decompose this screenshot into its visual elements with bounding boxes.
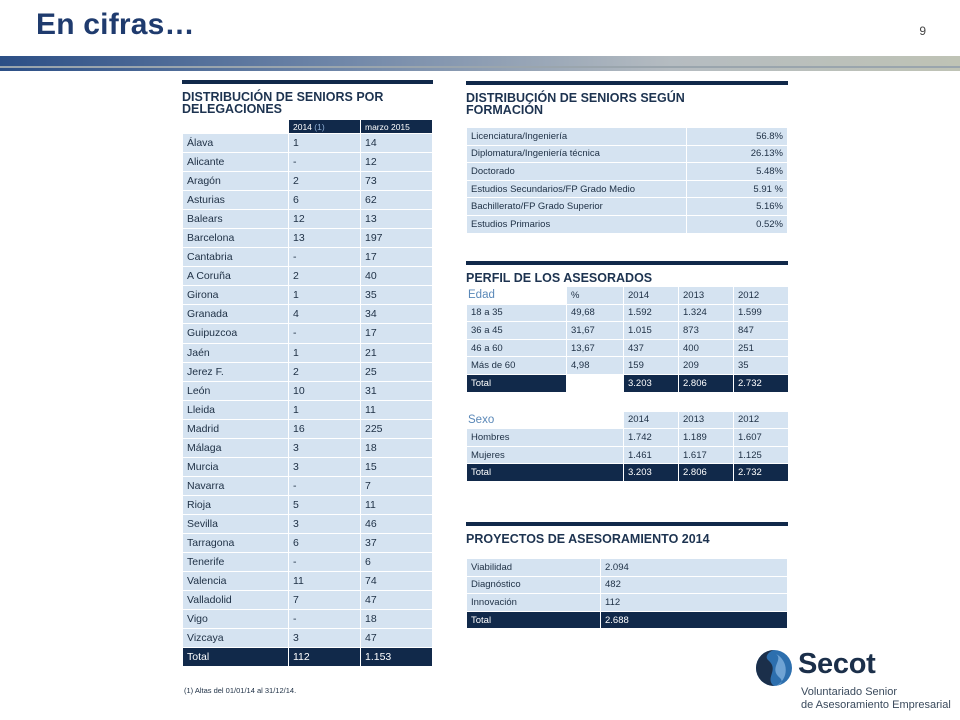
delegacion-name: A Coruña <box>183 267 289 286</box>
table-header-row <box>183 120 433 134</box>
delegacion-name: Jerez F. <box>183 362 289 381</box>
delegacion-name: Valladolid <box>183 591 289 610</box>
delegacion-2014: 6 <box>289 191 361 210</box>
slide-title: En cifras… <box>36 8 195 41</box>
edad-range: 36 a 45 <box>467 322 567 340</box>
edad-pct: 49,68 <box>567 304 624 322</box>
delegacion-2014: 3 <box>289 438 361 457</box>
table-row <box>467 145 788 163</box>
edad-label: Edad <box>468 289 495 302</box>
sexo-header: 2013 <box>679 411 734 429</box>
edad-header: 2012 <box>734 287 789 305</box>
delegacion-name: Tarragona <box>183 533 289 552</box>
table-row <box>467 322 789 340</box>
total-label: Total <box>467 374 567 392</box>
edad-2014: 1.015 <box>624 322 679 340</box>
table-row <box>183 267 433 286</box>
total-row <box>467 464 789 482</box>
delegacion-name: Vigo <box>183 610 289 629</box>
total-value: 2.688 <box>601 611 788 629</box>
edad-pct: 13,67 <box>567 339 624 357</box>
delegacion-name: Murcia <box>183 457 289 476</box>
edad-table <box>466 286 789 393</box>
total-row <box>183 648 433 667</box>
delegacion-name: Rioja <box>183 495 289 514</box>
table-row <box>183 553 433 572</box>
delegacion-name: Valencia <box>183 572 289 591</box>
delegacion-2014: 3 <box>289 514 361 533</box>
sexo-header: 2014 <box>624 411 679 429</box>
edad-2012: 1.599 <box>734 304 789 322</box>
total-label: Total <box>183 648 289 667</box>
edad-header-row <box>467 287 789 305</box>
table-row <box>467 128 788 146</box>
table-row <box>467 594 788 612</box>
delegacion-2014: - <box>289 553 361 572</box>
perfil-title: PERFIL DE LOS ASESORADOS <box>466 271 653 285</box>
delegacion-2014: 1 <box>289 343 361 362</box>
delegacion-2015: 47 <box>361 591 433 610</box>
delegacion-2014: - <box>289 153 361 172</box>
total-2014: 3.203 <box>624 374 679 392</box>
delegacion-2015: 35 <box>361 286 433 305</box>
delegacion-name: Granada <box>183 305 289 324</box>
total-2013: 2.806 <box>679 374 734 392</box>
secot-logo <box>754 648 954 714</box>
delegacion-2015: 62 <box>361 191 433 210</box>
delegacion-2015: 37 <box>361 533 433 552</box>
table-row <box>183 629 433 648</box>
delegacion-name: Vizcaya <box>183 629 289 648</box>
proyectos-title: PROYECTOS DE ASESORAMIENTO 2014 <box>466 532 710 546</box>
edad-2014: 437 <box>624 339 679 357</box>
proyecto-label: Innovación <box>467 594 601 612</box>
title-line: DISTRIBUCIÓN DE SENIORS SEGÚN <box>466 91 685 105</box>
table-row <box>467 576 788 594</box>
table-row <box>183 286 433 305</box>
table-row <box>467 429 789 447</box>
formacion-label: Diplomatura/Ingeniería técnica <box>467 145 687 163</box>
table-row <box>183 438 433 457</box>
formacion-label: Estudios Secundarios/FP Grado Medio <box>467 180 687 198</box>
delegacion-2014: 12 <box>289 210 361 229</box>
delegaciones-title <box>182 91 433 115</box>
formacion-value: 5.48% <box>687 163 788 181</box>
total-2012: 2.732 <box>734 464 789 482</box>
sexo-table <box>466 411 789 482</box>
delegacion-2014: - <box>289 476 361 495</box>
total-row <box>467 611 788 629</box>
footnote: (1) Altas del 01/01/14 al 31/12/14. <box>184 686 297 695</box>
formacion-label: Bachillerato/FP Grado Superior <box>467 198 687 216</box>
empty-cell <box>567 374 624 392</box>
proyecto-value: 2.094 <box>601 559 788 577</box>
logo-name: Secot <box>798 648 876 680</box>
formacion-value: 5.91 % <box>687 180 788 198</box>
table-row <box>467 559 788 577</box>
formacion-value: 56.8% <box>687 128 788 146</box>
header-2014-note: (1) <box>314 121 325 132</box>
delegacion-name: Guipuzcoa <box>183 324 289 343</box>
perfil-section <box>466 261 788 482</box>
page-number: 9 <box>919 24 926 38</box>
delegacion-name: Navarra <box>183 476 289 495</box>
table-row <box>183 572 433 591</box>
delegacion-2014: 3 <box>289 457 361 476</box>
delegacion-name: Cantabria <box>183 248 289 267</box>
sexo-label: Hombres <box>467 429 624 447</box>
table-row <box>183 172 433 191</box>
proyecto-value: 112 <box>601 594 788 612</box>
table-row <box>467 215 788 233</box>
section-rule <box>466 81 788 85</box>
table-row <box>183 343 433 362</box>
delegacion-2014: 13 <box>289 229 361 248</box>
title-line: FORMACIÓN <box>466 103 544 117</box>
delegaciones-section <box>182 80 433 667</box>
sexo-2013: 1.617 <box>679 446 734 464</box>
edad-header: % <box>567 287 624 305</box>
delegacion-2014: 7 <box>289 591 361 610</box>
edad-label-cell <box>467 287 567 305</box>
formacion-value: 0.52% <box>687 215 788 233</box>
title-bar <box>0 56 960 71</box>
delegacion-name: Alicante <box>183 153 289 172</box>
edad-2014: 1.592 <box>624 304 679 322</box>
delegacion-2015: 34 <box>361 305 433 324</box>
table-row <box>183 324 433 343</box>
table-row <box>183 134 433 153</box>
formacion-table <box>466 127 788 234</box>
delegacion-2015: 74 <box>361 572 433 591</box>
delegaciones-table <box>182 119 433 667</box>
delegacion-name: Lleida <box>183 400 289 419</box>
delegacion-name: Barcelona <box>183 229 289 248</box>
table-row <box>467 339 789 357</box>
delegacion-2015: 25 <box>361 362 433 381</box>
table-row <box>183 248 433 267</box>
sexo-2012: 1.125 <box>734 446 789 464</box>
proyectos-table <box>466 558 788 629</box>
delegacion-2015: 11 <box>361 495 433 514</box>
table-row <box>183 229 433 248</box>
total-2015: 1.153 <box>361 648 433 667</box>
table-row <box>183 457 433 476</box>
delegacion-name: Madrid <box>183 419 289 438</box>
delegacion-2015: 31 <box>361 381 433 400</box>
delegacion-2015: 40 <box>361 267 433 286</box>
table-row <box>183 476 433 495</box>
delegacion-name: Tenerife <box>183 553 289 572</box>
header-2014-label: 2014 <box>293 121 312 132</box>
section-rule <box>466 261 788 265</box>
delegacion-name: Asturias <box>183 191 289 210</box>
title-bar-line <box>0 66 960 68</box>
formacion-section <box>466 81 788 234</box>
header-blank <box>183 120 289 134</box>
delegacion-2015: 225 <box>361 419 433 438</box>
delegacion-2015: 12 <box>361 153 433 172</box>
delegacion-2015: 15 <box>361 457 433 476</box>
delegacion-name: Málaga <box>183 438 289 457</box>
table-row <box>183 419 433 438</box>
delegacion-2014: 5 <box>289 495 361 514</box>
delegacion-2015: 46 <box>361 514 433 533</box>
sexo-label: Sexo <box>468 413 495 426</box>
delegacion-2015: 7 <box>361 476 433 495</box>
formacion-label: Doctorado <box>467 163 687 181</box>
title-line: DELEGACIONES <box>182 102 283 116</box>
table-row <box>183 381 433 400</box>
delegacion-2014: 11 <box>289 572 361 591</box>
formacion-value: 5.16% <box>687 198 788 216</box>
delegacion-2014: 10 <box>289 381 361 400</box>
formacion-label: Estudios Primarios <box>467 215 687 233</box>
table-row <box>183 610 433 629</box>
delegacion-2015: 18 <box>361 438 433 457</box>
sexo-2012: 1.607 <box>734 429 789 447</box>
edad-2012: 35 <box>734 357 789 375</box>
delegacion-name: Jaén <box>183 343 289 362</box>
total-2013: 2.806 <box>679 464 734 482</box>
table-row <box>467 163 788 181</box>
formacion-label: Licenciatura/Ingeniería <box>467 128 687 146</box>
logo-tagline: de Asesoramiento Empresarial <box>801 699 951 711</box>
proyecto-label: Viabilidad <box>467 559 601 577</box>
header-2014 <box>289 120 361 134</box>
delegacion-name: Álava <box>183 134 289 153</box>
delegacion-2015: 73 <box>361 172 433 191</box>
formacion-title <box>466 92 788 116</box>
edad-header: 2014 <box>624 287 679 305</box>
table-row <box>183 514 433 533</box>
total-label: Total <box>467 611 601 629</box>
table-row <box>467 304 789 322</box>
delegacion-2014: 6 <box>289 533 361 552</box>
sexo-header: 2012 <box>734 411 789 429</box>
delegacion-2015: 6 <box>361 553 433 572</box>
delegacion-2015: 47 <box>361 629 433 648</box>
total-row <box>467 374 789 392</box>
delegacion-name: Aragón <box>183 172 289 191</box>
delegacion-2015: 18 <box>361 610 433 629</box>
delegacion-2014: - <box>289 610 361 629</box>
delegacion-2014: 2 <box>289 267 361 286</box>
total-2014: 112 <box>289 648 361 667</box>
table-row <box>467 180 788 198</box>
delegacion-name: León <box>183 381 289 400</box>
delegacion-2015: 11 <box>361 400 433 419</box>
delegacion-2014: - <box>289 248 361 267</box>
proyecto-value: 482 <box>601 576 788 594</box>
table-row <box>183 191 433 210</box>
title-line: DISTRIBUCIÓN DE SENIORS POR <box>182 90 384 104</box>
delegacion-2014: 4 <box>289 305 361 324</box>
sexo-2014: 1.742 <box>624 429 679 447</box>
edad-2013: 1.324 <box>679 304 734 322</box>
edad-pct: 4,98 <box>567 357 624 375</box>
edad-header: 2013 <box>679 287 734 305</box>
header-2015: marzo 2015 <box>361 120 433 134</box>
proyecto-label: Diagnóstico <box>467 576 601 594</box>
delegacion-name: Sevilla <box>183 514 289 533</box>
edad-pct: 31,67 <box>567 322 624 340</box>
sexo-label-cell <box>467 411 624 429</box>
delegacion-2014: 2 <box>289 362 361 381</box>
table-row <box>183 400 433 419</box>
edad-range: Más de 60 <box>467 357 567 375</box>
edad-2012: 847 <box>734 322 789 340</box>
table-row <box>467 357 789 375</box>
table-row <box>183 210 433 229</box>
edad-2013: 209 <box>679 357 734 375</box>
table-row <box>183 591 433 610</box>
delegacion-2015: 17 <box>361 324 433 343</box>
delegacion-2015: 17 <box>361 248 433 267</box>
delegacion-2015: 13 <box>361 210 433 229</box>
proyectos-section <box>466 522 788 629</box>
delegacion-2014: 1 <box>289 400 361 419</box>
sexo-2013: 1.189 <box>679 429 734 447</box>
delegacion-2015: 14 <box>361 134 433 153</box>
delegacion-2014: 16 <box>289 419 361 438</box>
table-row <box>467 446 789 464</box>
secot-logo-icon <box>754 648 794 688</box>
table-row <box>467 198 788 216</box>
sexo-label: Mujeres <box>467 446 624 464</box>
sexo-header-row <box>467 411 789 429</box>
edad-2013: 873 <box>679 322 734 340</box>
edad-2012: 251 <box>734 339 789 357</box>
section-rule <box>182 80 433 84</box>
delegacion-2015: 21 <box>361 343 433 362</box>
total-2012: 2.732 <box>734 374 789 392</box>
formacion-value: 26.13% <box>687 145 788 163</box>
delegacion-2014: 2 <box>289 172 361 191</box>
edad-range: 18 a 35 <box>467 304 567 322</box>
delegacion-name: Girona <box>183 286 289 305</box>
delegacion-2014: 1 <box>289 134 361 153</box>
section-rule <box>466 522 788 526</box>
delegacion-2014: 1 <box>289 286 361 305</box>
delegacion-2015: 197 <box>361 229 433 248</box>
table-row <box>183 362 433 381</box>
table-row <box>183 495 433 514</box>
total-2014: 3.203 <box>624 464 679 482</box>
table-row <box>183 533 433 552</box>
edad-2013: 400 <box>679 339 734 357</box>
sexo-2014: 1.461 <box>624 446 679 464</box>
table-row <box>183 153 433 172</box>
delegacion-2014: 3 <box>289 629 361 648</box>
delegacion-2014: - <box>289 324 361 343</box>
edad-2014: 159 <box>624 357 679 375</box>
total-label: Total <box>467 464 624 482</box>
logo-tagline: Voluntariado Senior <box>801 686 898 698</box>
edad-range: 46 a 60 <box>467 339 567 357</box>
delegacion-name: Balears <box>183 210 289 229</box>
table-row <box>183 305 433 324</box>
